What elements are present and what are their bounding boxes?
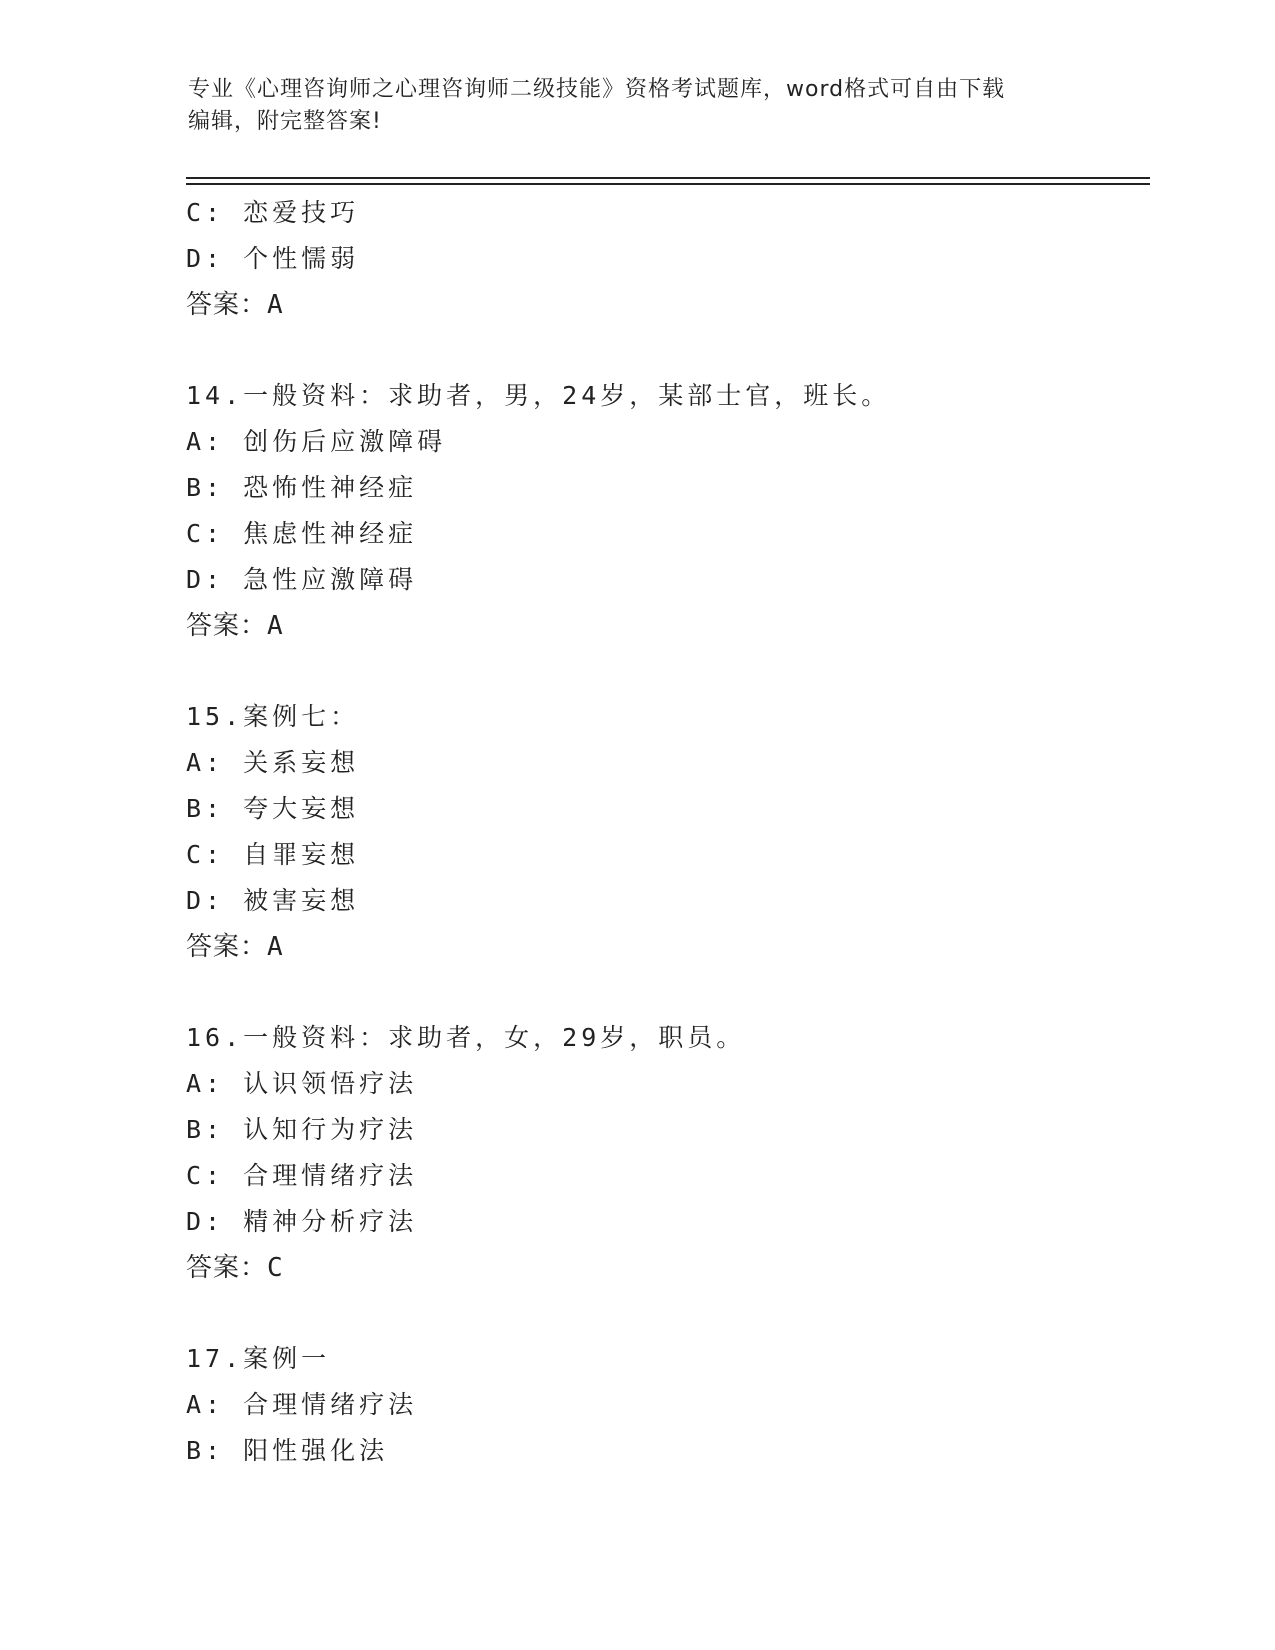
answer-label: 答案： — [186, 611, 268, 641]
answer-line — [186, 282, 1146, 328]
header-rule-bottom — [186, 183, 1150, 185]
document-header — [188, 74, 1088, 138]
answer-line — [186, 1245, 1146, 1291]
option-a: A: 认识领悟疗法 — [186, 1069, 418, 1098]
question-15 — [186, 694, 1146, 970]
option-b: B: 阳性强化法 — [186, 1436, 389, 1465]
answer-label: 答案： — [186, 1253, 268, 1283]
option-d: D: 被害妄想 — [186, 886, 360, 915]
option-b: B: 认知行为疗法 — [186, 1115, 418, 1144]
question-13 — [186, 190, 1146, 328]
option-d: D: 个性懦弱 — [186, 244, 360, 273]
answer-value: A — [267, 611, 284, 641]
option-c: C: 焦虑性神经症 — [186, 519, 418, 548]
question-stem: 17.案例一 — [186, 1344, 331, 1373]
answer-value: A — [267, 290, 284, 320]
header-rule-top — [186, 177, 1150, 179]
option-c: C: 自罪妄想 — [186, 840, 360, 869]
question-stem: 14.一般资料：求助者，男，24岁，某部士官，班长。 — [186, 381, 891, 410]
answer-value: A — [267, 932, 284, 962]
question-14 — [186, 373, 1146, 649]
option-c: C: 合理情绪疗法 — [186, 1161, 418, 1190]
answer-line — [186, 603, 1146, 649]
answer-line — [186, 924, 1146, 970]
question-list — [186, 190, 1146, 1474]
option-a: A: 合理情绪疗法 — [186, 1390, 418, 1419]
header-line-1: 专业《心理咨询师之心理咨询师二级技能》资格考试题库，word格式可自由下载 — [188, 77, 1006, 102]
option-b: B: 恐怖性神经症 — [186, 473, 418, 502]
option-d: D: 急性应激障碍 — [186, 565, 418, 594]
question-17 — [186, 1336, 1146, 1474]
answer-label: 答案： — [186, 932, 268, 962]
option-c: C: 恋爱技巧 — [186, 198, 360, 227]
question-stem: 15.案例七： — [186, 702, 360, 731]
option-b: B: 夸大妄想 — [186, 794, 360, 823]
question-stem: 16.一般资料：求助者，女，29岁，职员。 — [186, 1023, 746, 1052]
option-a: A: 创伤后应激障碍 — [186, 427, 447, 456]
option-d: D: 精神分析疗法 — [186, 1207, 418, 1236]
answer-value: C — [267, 1253, 284, 1283]
option-a: A: 关系妄想 — [186, 748, 360, 777]
answer-label: 答案： — [186, 290, 268, 320]
question-16 — [186, 1015, 1146, 1291]
header-line-2: 编辑，附完整答案! — [188, 109, 382, 134]
